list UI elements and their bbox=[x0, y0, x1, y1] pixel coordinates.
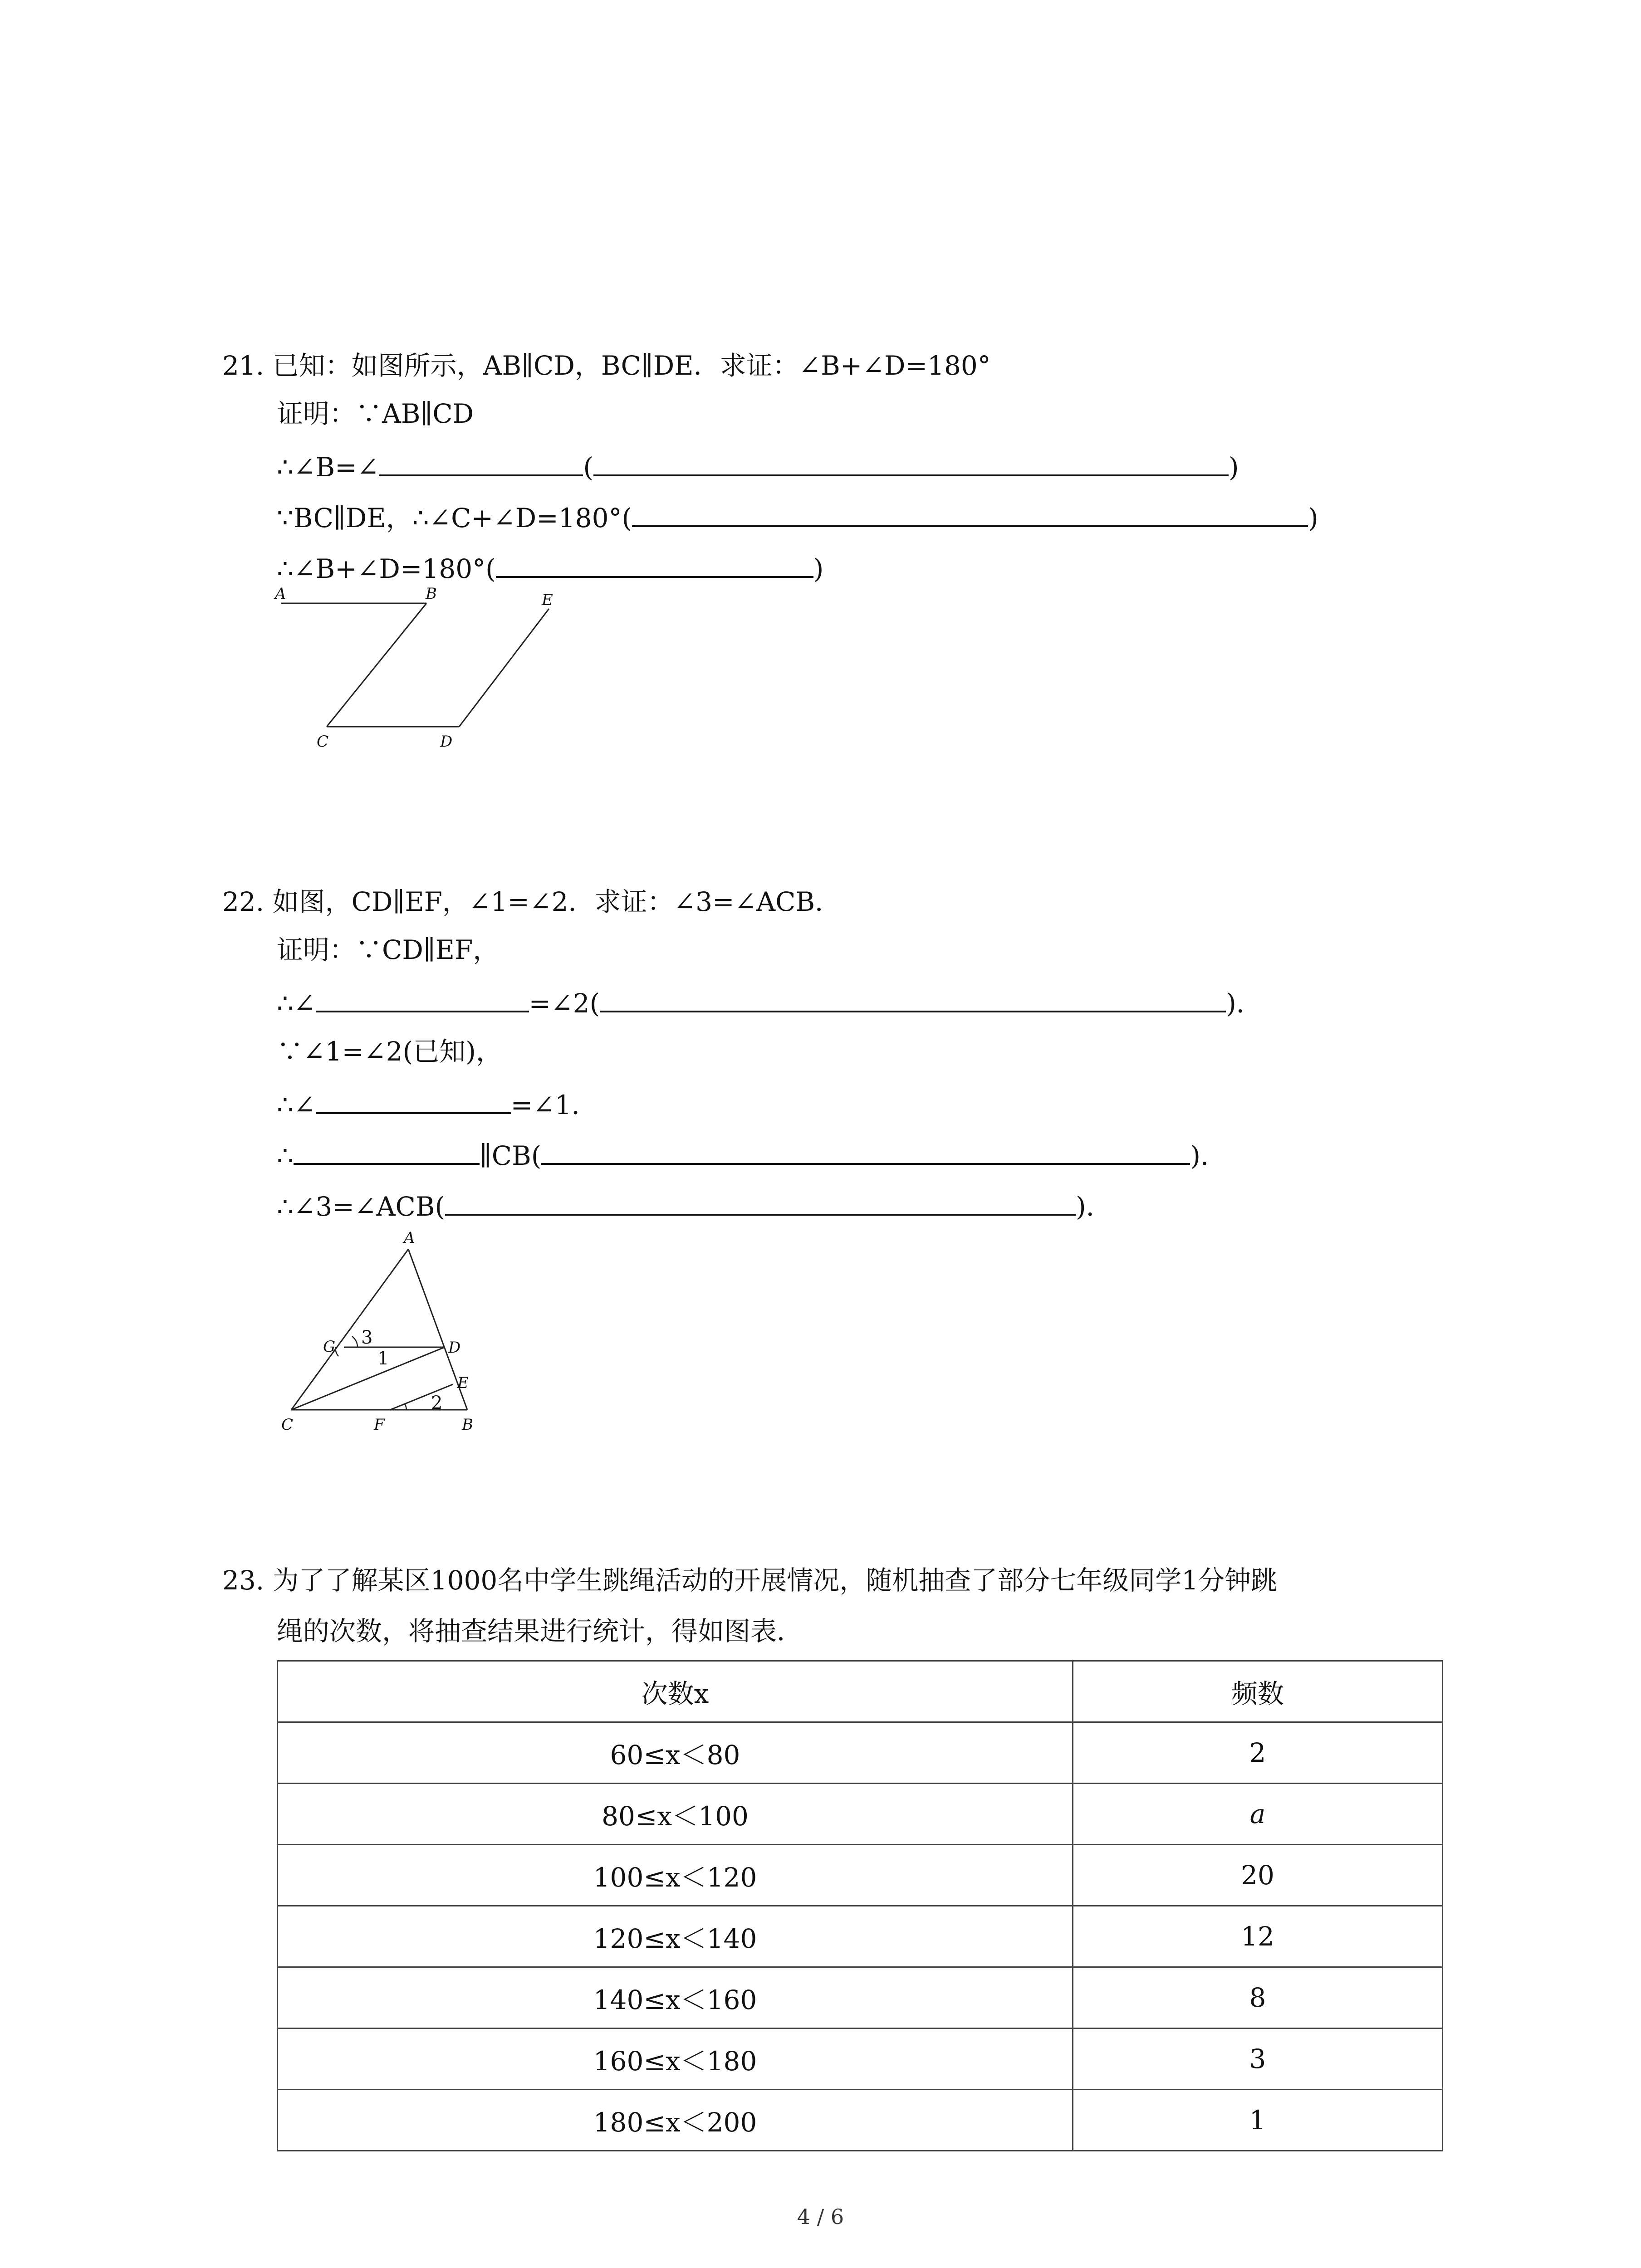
q22-step-5-text: ∴∠3=∠ACB( bbox=[277, 1191, 446, 1222]
q22-step-1-text: ∴∠ bbox=[277, 988, 316, 1019]
table-row bbox=[278, 2028, 1443, 2090]
point-c-label: C bbox=[281, 1416, 294, 1434]
table-row bbox=[278, 1967, 1443, 2028]
q21-step-1-open: ( bbox=[583, 452, 593, 483]
q22-proof-start: 证明：∵CD∥EF， bbox=[277, 934, 500, 965]
table-row bbox=[278, 1784, 1443, 1845]
q22-figure bbox=[272, 1220, 526, 1447]
angle-3-label: 3 bbox=[361, 1327, 373, 1348]
point-a-label: A bbox=[404, 1229, 415, 1247]
q22-step-1-mid: =∠2( bbox=[529, 988, 600, 1019]
frequency-cell: 1 bbox=[1073, 2090, 1443, 2151]
range-cell: 180≤x＜200 bbox=[278, 2090, 1073, 2151]
q21-step-1-text: ∴∠B=∠ bbox=[277, 452, 379, 483]
q21-step-3-close: ) bbox=[813, 553, 824, 584]
table-row bbox=[278, 1906, 1443, 1967]
q21-step-2-close: ) bbox=[1308, 503, 1318, 533]
q22-step-4-close: )． bbox=[1190, 1140, 1227, 1171]
q22-step-1 bbox=[277, 984, 1263, 1020]
frequency-cell: 3 bbox=[1073, 2028, 1443, 2090]
point-e-label: E bbox=[542, 591, 553, 609]
point-e-label: E bbox=[457, 1374, 469, 1392]
point-d-label: D bbox=[448, 1339, 461, 1357]
range-cell: 80≤x＜100 bbox=[278, 1784, 1073, 1845]
q21-proof-start: 证明：∵AB∥CD bbox=[277, 398, 474, 429]
angle-2-arc bbox=[405, 1403, 407, 1410]
q21-step-3 bbox=[277, 550, 823, 585]
q21-blank-reason-3[interactable] bbox=[496, 550, 813, 578]
q21-blank-reason-2[interactable] bbox=[632, 499, 1308, 527]
q21-blank-reason-1[interactable] bbox=[593, 448, 1229, 476]
q22-blank-angle-2[interactable] bbox=[316, 1086, 511, 1114]
angle-3-arc bbox=[352, 1336, 358, 1347]
frequency-cell: 8 bbox=[1073, 1967, 1443, 2028]
point-c-label: C bbox=[317, 733, 329, 751]
q21-figure bbox=[272, 585, 590, 767]
q21-statement: 21. 已知：如图所示，AB∥CD，BC∥DE．求证：∠B+∠D=180° bbox=[222, 350, 991, 381]
q22-step-5 bbox=[277, 1188, 1112, 1223]
frequency-cell: 12 bbox=[1073, 1906, 1443, 1967]
q21-step-1-close: ) bbox=[1228, 452, 1239, 483]
q21-blank-angle[interactable] bbox=[379, 448, 583, 476]
table-row bbox=[278, 1722, 1443, 1784]
q21-step-3-text: ∴∠B+∠D=180°( bbox=[277, 553, 496, 584]
segment-de bbox=[459, 609, 549, 727]
q22-statement: 22. 如图，CD∥EF，∠1=∠2．求证：∠3=∠ACB． bbox=[222, 886, 842, 917]
q22-step-1-close: )． bbox=[1226, 988, 1263, 1019]
frequency-cell: a bbox=[1073, 1784, 1443, 1845]
q21-step-2 bbox=[277, 499, 1318, 534]
range-cell: 120≤x＜140 bbox=[278, 1906, 1073, 1967]
page-number: 4 / 6 bbox=[797, 2204, 844, 2229]
segment-bc bbox=[327, 603, 426, 727]
q22-step-4-text: ∴ bbox=[277, 1140, 294, 1171]
angle-1-label: 1 bbox=[377, 1348, 389, 1369]
point-b-label: B bbox=[426, 585, 437, 603]
q22-blank-angle-1[interactable] bbox=[316, 984, 529, 1012]
q22-step-3-text: ∴∠ bbox=[277, 1090, 316, 1120]
frequency-cell: 2 bbox=[1073, 1722, 1443, 1784]
table-row bbox=[278, 2090, 1443, 2151]
point-b-label: B bbox=[462, 1416, 473, 1434]
q22-step-5-close: )． bbox=[1076, 1191, 1112, 1222]
q22-blank-reason-1[interactable] bbox=[600, 984, 1226, 1012]
frequency-table bbox=[277, 1660, 1443, 2151]
point-g-label: G bbox=[323, 1338, 336, 1356]
frequency-cell: 20 bbox=[1073, 1845, 1443, 1906]
header-count: 次数x bbox=[278, 1661, 1073, 1722]
point-a-label: A bbox=[275, 585, 286, 603]
angle-2-label: 2 bbox=[431, 1393, 443, 1413]
range-cell: 160≤x＜180 bbox=[278, 2028, 1073, 2090]
point-d-label: D bbox=[440, 733, 453, 751]
q22-step-3-end: =∠1． bbox=[510, 1090, 598, 1120]
table-header-row bbox=[278, 1661, 1443, 1722]
q22-step-3 bbox=[277, 1086, 598, 1121]
header-frequency: 频数 bbox=[1073, 1661, 1443, 1722]
q22-step-2: ∵∠1=∠2(已知)， bbox=[277, 1036, 502, 1067]
q22-blank-reason-3[interactable] bbox=[445, 1188, 1076, 1216]
q21-step-1 bbox=[277, 448, 1239, 484]
q22-step-4-mid: ∥CB( bbox=[479, 1140, 542, 1171]
table-row bbox=[278, 1845, 1443, 1906]
segment-fe bbox=[390, 1384, 453, 1410]
q21-step-2-text: ∵BC∥DE，∴∠C+∠D=180°( bbox=[277, 503, 632, 533]
range-cell: 100≤x＜120 bbox=[278, 1845, 1073, 1906]
q22-blank-line[interactable] bbox=[294, 1137, 480, 1165]
q23-statement-line-2: 绳的次数，将抽查结果进行统计，得如图表． bbox=[277, 1616, 803, 1647]
q22-blank-reason-2[interactable] bbox=[541, 1137, 1190, 1165]
point-f-label: F bbox=[374, 1416, 385, 1434]
q22-step-4 bbox=[277, 1137, 1227, 1172]
q23-statement-line-1: 23. 为了了解某区1000名中学生跳绳活动的开展情况，随机抽查了部分七年级同学1分钟跳 bbox=[222, 1565, 1278, 1596]
angle-1-arc bbox=[336, 1347, 338, 1356]
range-cell: 140≤x＜160 bbox=[278, 1967, 1073, 2028]
range-cell: 60≤x＜80 bbox=[278, 1722, 1073, 1784]
